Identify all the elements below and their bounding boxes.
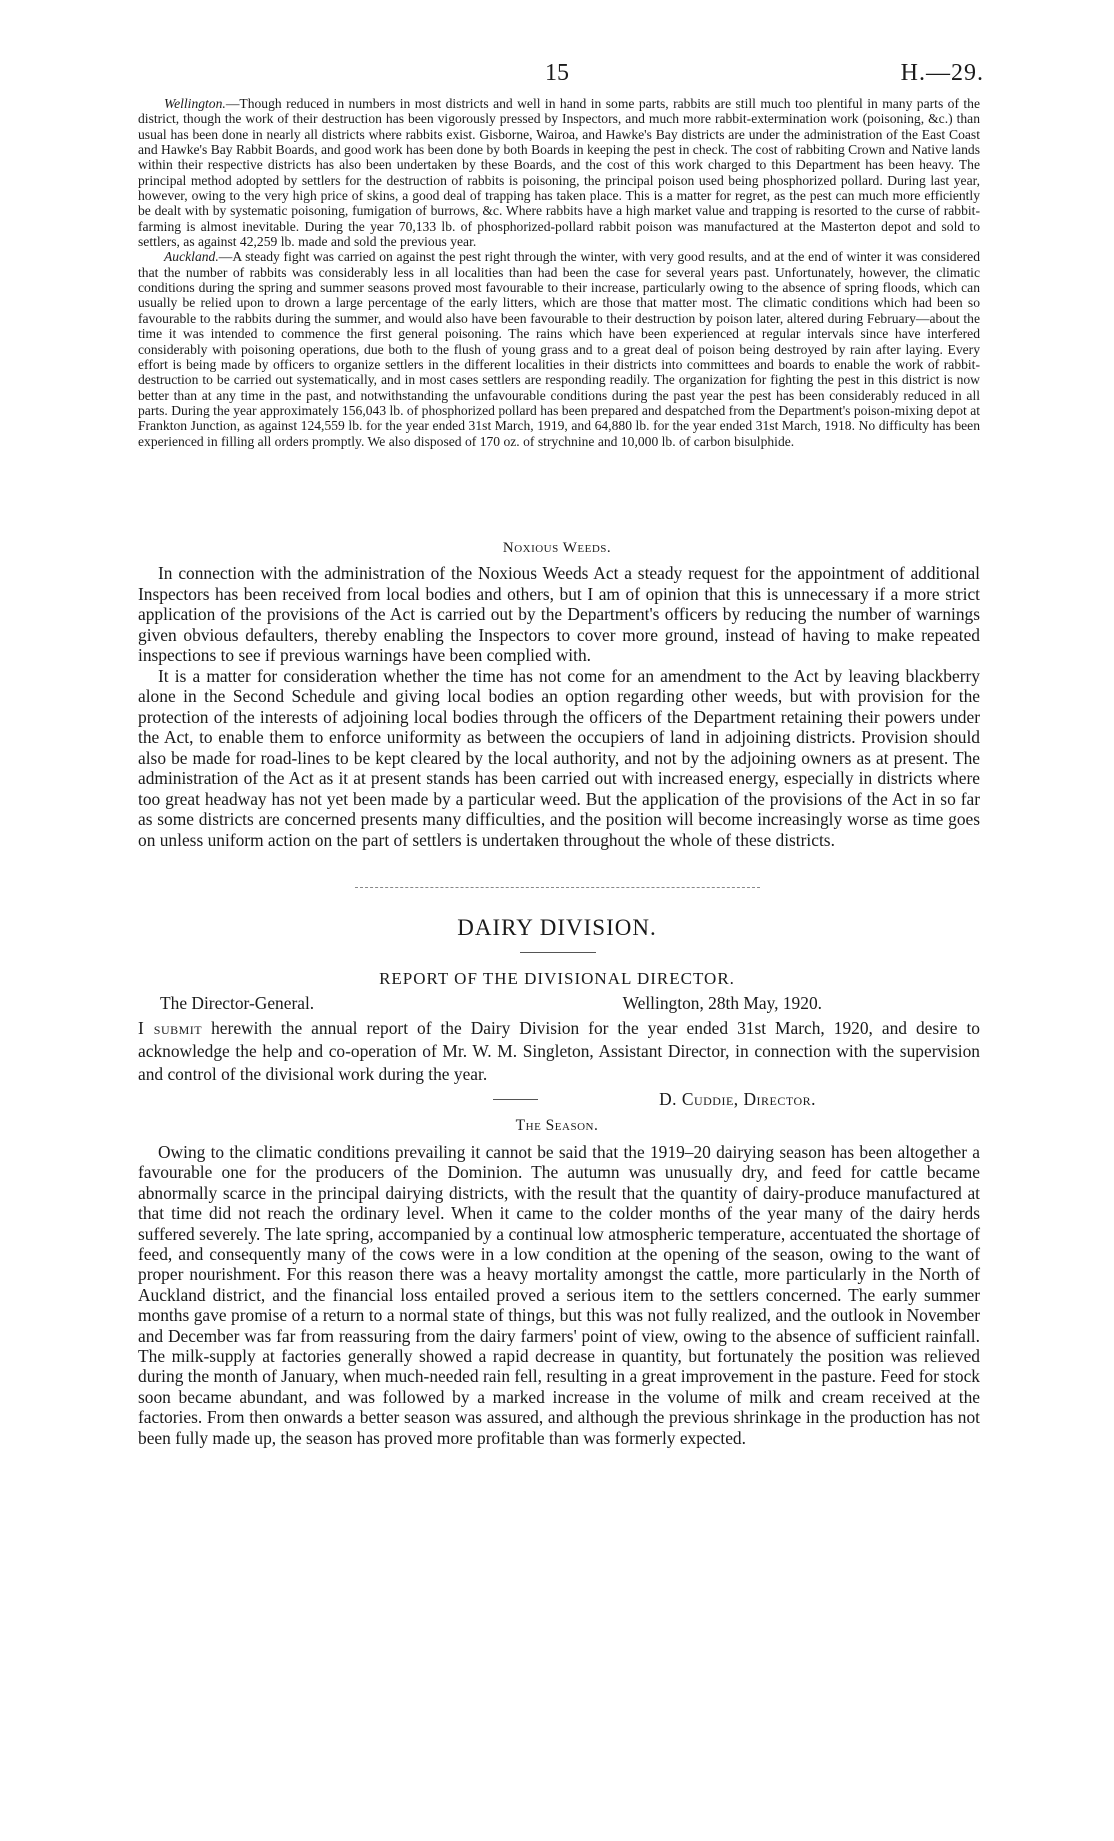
noxious-paragraph-2: It is a matter for consideration whether the time has not come for an amendment to the Act by leaving blackberry alone in the Second Schedule and giving local bodies an option regarding other weeds, but with provision for the protection of the interests of adjoining local bodies through the officers of the Department retaining their powers under the Act, to enable them to enforce uniformity as between the occupiers of land in adjoining districts. Provision should also be made for road-lines to be kept cleared by the local authority, and not by the adjoining owners as at present. The administration of the Act as it at present stands has been carried out with increased energy, especially in districts where too great headway has not yet been made by a particular weed. But the application of the provisions of the Act in so far as some districts are concerned presents many difficulties, and the position will become increasingly worse as time goes on unless uniform action on the part of settlers is undertaken throughout the whole of these districts. — [138, 665, 980, 850]
season-section — [138, 1142, 980, 1448]
dairy-division-title: DAIRY DIVISION. — [457, 915, 657, 940]
addressee: The Director-General. — [160, 993, 315, 1013]
submission-paragraph — [138, 1017, 980, 1086]
submit-lead: I submit — [138, 1018, 203, 1038]
place-date: Wellington, 28th May, 1920. — [622, 993, 822, 1013]
wellington-paragraph — [138, 96, 980, 249]
rabbits-section — [138, 96, 980, 449]
noxious-paragraph-1: In connection with the administration of the Noxious Weeds Act a steady request for the appointment of additional Inspectors has been received from local bodies and others, but I am of opinion that this is unnecessary if a more strict application of the provisions of the Act is carried out by the Department's officers by reducing the number of warnings given obvious defaulters, thereby enabling the Inspectors to cover more ground, instead of having to make repeated inspections to see if previous warnings have been complied with. — [138, 563, 980, 665]
season-paragraph: Owing to the climatic conditions prevailing it cannot be said that the 1919–20 dairying season has been altogether a favourable one for the producers of the Dominion. The autumn was unusually dry, and feed for cattle became abnormally scarce in the principal dairying districts, with the result that the quantity of dairy-produce manufactured at that time did not reach the ordinary level. When it came to the colder months of the year many of the dairy herds suffered severely. The late spring, accompanied by a continual low atmospheric temperature, accentuated the shortage of feed, and consequently many of the cows were in a low condition at the opening of the season, owing to the want of proper nourishment. For this reason there was a heavy mortality amongst the cattle, more particularly in the North of Auckland district, and the financial loss entailed proved a serious item to the settlers concerned. The early summer months gave promise of a return to a normal state of things, but this was not fully realized, and the outlook in November and December was far from reassuring from the dairy farmers' point of view, owing to the absence of sufficient rainfall. The milk-supply at factories generally showed a rapid decrease in quantity, but fortunately the position was relieved during the month of January, when much-needed rain fell, resulting in a great improvement in the pasture. Feed for stock soon became abundant, and was followed by a marked increase in the volume of milk and cream received at the factories. From then onwards a better season was assured, and although the previous shrinkage in the production has not been fully made up, the season has proved more profitable than was formerly expected. — [138, 1142, 980, 1448]
noxious-weeds-heading: Noxious Weeds. — [502, 540, 612, 556]
signature-rule — [493, 1099, 538, 1100]
section-divider — [355, 887, 760, 888]
auckland-lead: Auckland. — [164, 249, 219, 265]
submit-text: herewith the annual report of the Dairy Division for the year ended 31st March, 1920, and desire to acknowledge the help and co-operation of Mr. W. M. Singleton, Assistant Director, in connection with the supervision and control of the divisional work during the year. — [138, 1018, 980, 1084]
auckland-paragraph — [138, 249, 980, 448]
noxious-weeds-section — [138, 563, 980, 850]
wellington-lead: Wellington. — [164, 96, 226, 111]
document-reference: H.—29. — [900, 60, 984, 86]
report-title: REPORT OF THE DIVISIONAL DIRECTOR. — [379, 969, 735, 988]
page-number: 15 — [545, 60, 569, 86]
auckland-text: —A steady fight was carried on against the pest right through the winter, with very good results, and at the end of winter it was considered that the number of rabbits was considerably less in all localities than had been the case for several years past. Unfortunately, however, the climatic conditions during the spring and summer seasons proved most favourable to their increase, particularly owing to the absence of spring floods, which can usually be relied upon to drown a large percentage of the early litters, which are those that matter most. The climatic conditions which had been so favourable to the rabbits during the summer, and would also have been favourable to their destruction by poison later, altered during February—about the time it was intended to commence the first general poisoning. The rains which have been experienced at regular intervals since have interfered considerably with poisoning operations, due both to the flush of young grass and to a great deal of poison being destroyed by rain after laying. Every effort is being made by officers to organize settlers in the different localities in their districts into committees and boards to enable the work of rabbit-destruction to be carried out systematically, and in most cases settlers are responding readily. The organization for fighting the pest in this district is now better than at any time in the past, and notwithstanding the unfavourable conditions during the past year the pest has been considerably reduced in all parts. During the year approximately 156,043 lb. of phosphorized pollard has been prepared and despatched from the Department's poison-mixing depot at Frankton Junction, as against 124,559 lb. for the year ended 31st March, 1919, and 64,880 lb. for the year ended 31st March, 1918. No difficulty has been experienced in filling all orders promptly. We also disposed of 170 oz. of strychnine and 10,000 lb. of carbon bisulphide. — [138, 249, 980, 449]
wellington-text: —Though reduced in numbers in most districts and well in hand in some parts, rabbits are still much too plentiful in many parts of the district, though the work of their destruction has been vigorously pressed by Inspectors, and much more rabbit-extermination work (poisoning, &c.) than usual has been done in nearly all districts where rabbits exist. Gisborne, Wairoa, and Hawke's Bay districts are under the administration of the East Coast and Hawke's Bay Rabbit Boards, and good work has been done by both Boards in keeping the pest in check. The cost of rabbiting Crown and Native lands within their respective districts has also been undertaken by these Boards, and the cost of this work charged to this Department has been heavy. The principal method adopted by settlers for the destruction of rabbits is poisoning, the principal poison used being phosphorized pollard. During last year, however, owing to the very high price of skins, a good deal of trapping has taken place. This is a matter for regret, as the pest can much more efficiently be dealt with by systematic poisoning, fumigation of burrows, &c. Where rabbits have a high market value and trapping is resorted to the curse of rabbit-farming is almost inevitable. During the year 70,133 lb. of phosphorized-pollard rabbit poison was manufactured at the Masterton depot and sold to settlers, as against 42,259 lb. made and sold the previous year. — [138, 96, 980, 250]
title-rule — [520, 952, 596, 953]
season-heading: The Season. — [515, 1117, 599, 1134]
signature: D. Cuddie, Director. — [659, 1089, 816, 1109]
